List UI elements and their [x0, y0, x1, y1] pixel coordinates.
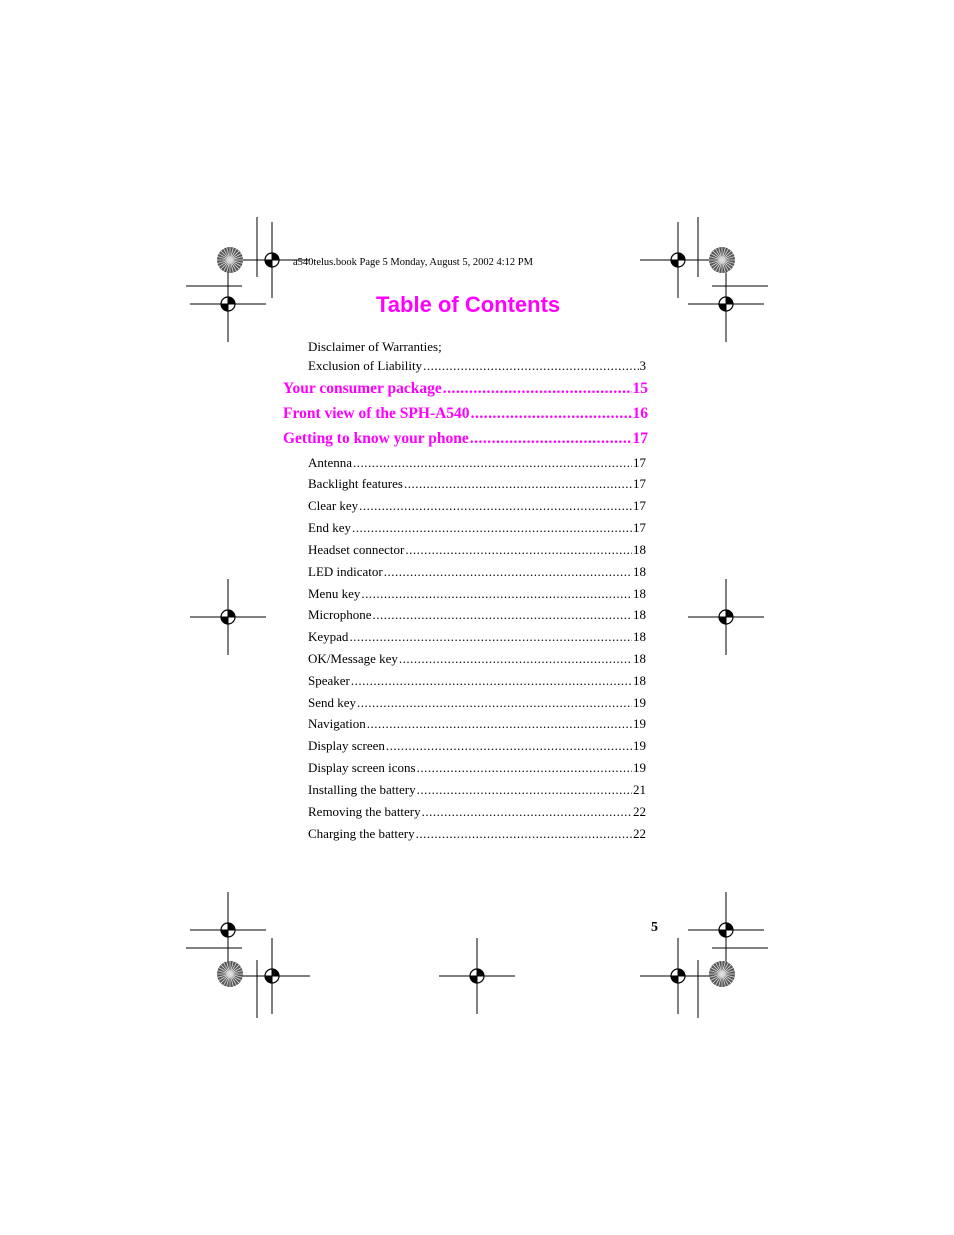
- toc-entry-page: 16: [632, 405, 648, 422]
- toc-section-entry: [308, 358, 646, 374]
- toc-entry-label: Menu key: [308, 586, 361, 601]
- toc-entry-page: 22: [633, 826, 646, 841]
- dot-leader: [373, 607, 632, 623]
- toc-entry-label: Getting to know your phone: [283, 430, 469, 447]
- toc-entry-page: 18: [633, 607, 646, 622]
- toc-section-entry: [308, 826, 646, 842]
- crosshair-icon: [437, 936, 517, 1016]
- dot-leader: [361, 586, 632, 602]
- dot-leader: [405, 542, 632, 558]
- dot-leader: [349, 629, 632, 645]
- toc-chapter-entry: [283, 405, 648, 423]
- toc-entry-page: 17: [633, 455, 646, 470]
- toc-entry-label: OK/Message key: [308, 651, 398, 666]
- toc-section-entry: [308, 629, 646, 645]
- toc-entry-page: 17: [632, 430, 648, 447]
- toc-section-entry: [308, 651, 646, 667]
- dot-leader: [422, 804, 632, 820]
- toc-section-entry: [308, 498, 646, 514]
- toc-section-entry: [308, 782, 646, 798]
- dot-leader: [423, 358, 638, 374]
- dot-leader: [404, 476, 632, 492]
- toc-entry-label: Exclusion of Liability: [308, 358, 423, 373]
- toc-intro-line: Disclaimer of Warranties;: [308, 339, 442, 354]
- toc-entry-page: 19: [633, 695, 646, 710]
- toc-entry-page: 18: [633, 542, 646, 557]
- dot-leader: [359, 498, 632, 514]
- crosshair-icon: [638, 936, 718, 1016]
- toc-section-entry: [308, 607, 646, 623]
- toc-entry-page: 21: [633, 782, 646, 797]
- dot-leader: [384, 564, 632, 580]
- toc-entry-label: Antenna: [308, 455, 353, 470]
- toc-entry-page: 17: [633, 520, 646, 535]
- page-title: Table of Contents: [376, 292, 561, 317]
- dot-leader: [417, 760, 632, 776]
- toc-entry-label: Navigation: [308, 716, 366, 731]
- dot-leader: [386, 738, 632, 754]
- toc-entry-page: 17: [633, 498, 646, 513]
- toc-entry-page: 3: [639, 358, 646, 373]
- dot-leader: [399, 651, 632, 667]
- starburst-target-icon: [215, 959, 245, 989]
- toc-entry-page: 18: [633, 586, 646, 601]
- toc-entry-page: 18: [633, 673, 646, 688]
- toc-entry-label: End key: [308, 520, 351, 535]
- toc-entry-page: 22: [633, 804, 646, 819]
- toc-entry-label: Headset connector: [308, 542, 405, 557]
- toc-section-entry: [308, 804, 646, 820]
- dot-leader: [417, 782, 632, 798]
- starburst-target-icon: [215, 245, 245, 275]
- toc-section-entry: [308, 695, 646, 711]
- toc-entry-label: Display screen icons: [308, 760, 416, 775]
- dot-leader: [416, 826, 632, 842]
- toc-section-entry: [308, 760, 646, 776]
- toc-entry-page: 18: [633, 651, 646, 666]
- toc-section-entry: [308, 586, 646, 602]
- toc-entry-label: Microphone: [308, 607, 372, 622]
- dot-leader: [351, 673, 632, 689]
- toc-section-entry: [308, 716, 646, 732]
- toc-entry-page: 18: [633, 629, 646, 644]
- toc-section-entry: [308, 738, 646, 754]
- toc-entry-page: 19: [633, 716, 646, 731]
- toc-chapter-entry: [283, 430, 648, 448]
- dot-leader: [352, 520, 632, 536]
- toc-section-entry: [308, 520, 646, 536]
- toc-chapter-entry: [283, 380, 648, 398]
- toc-entry-label: Send key: [308, 695, 357, 710]
- toc-entry-label: Charging the battery: [308, 826, 415, 841]
- dot-leader: [367, 716, 632, 732]
- starburst-target-icon: [707, 245, 737, 275]
- starburst-target-icon: [707, 959, 737, 989]
- crosshair-icon: [188, 264, 268, 344]
- print-slug-line: a540telus.book Page 5 Monday, August 5, 2002 4:12 PM: [293, 257, 533, 268]
- dot-leader: [353, 455, 632, 471]
- toc-entry-label: Front view of the SPH-A540: [283, 405, 470, 422]
- toc-entry-label: Your consumer package: [283, 380, 442, 397]
- toc-entry-page: 15: [632, 380, 648, 397]
- toc-entry-label: LED indicator: [308, 564, 383, 579]
- toc-entry-page: 19: [633, 738, 646, 753]
- toc-entry-label: Removing the battery: [308, 804, 421, 819]
- crosshair-icon: [686, 264, 766, 344]
- toc-section-entry: [308, 455, 646, 471]
- dot-leader: [470, 430, 632, 448]
- dot-leader: [471, 405, 632, 423]
- toc-entry-label: Clear key: [308, 498, 359, 513]
- toc-section-entry: [308, 542, 646, 558]
- page-number: 5: [651, 920, 658, 935]
- dot-leader: [357, 695, 632, 711]
- toc-entry-label: Speaker: [308, 673, 350, 688]
- toc-section-entry: [308, 564, 646, 580]
- toc-entry-label: Keypad: [308, 629, 349, 644]
- toc-section-entry: [308, 476, 646, 492]
- crosshair-icon: [686, 577, 766, 657]
- toc-entry-label: Display screen: [308, 738, 385, 753]
- toc-entry-page: 18: [633, 564, 646, 579]
- toc-entry-label: Backlight features: [308, 476, 403, 491]
- toc-entry-page: 19: [633, 760, 646, 775]
- toc-entry-label: Installing the battery: [308, 782, 416, 797]
- crosshair-icon: [188, 577, 268, 657]
- toc-section-entry: [308, 673, 646, 689]
- dot-leader: [443, 380, 632, 398]
- toc-entry-page: 17: [633, 476, 646, 491]
